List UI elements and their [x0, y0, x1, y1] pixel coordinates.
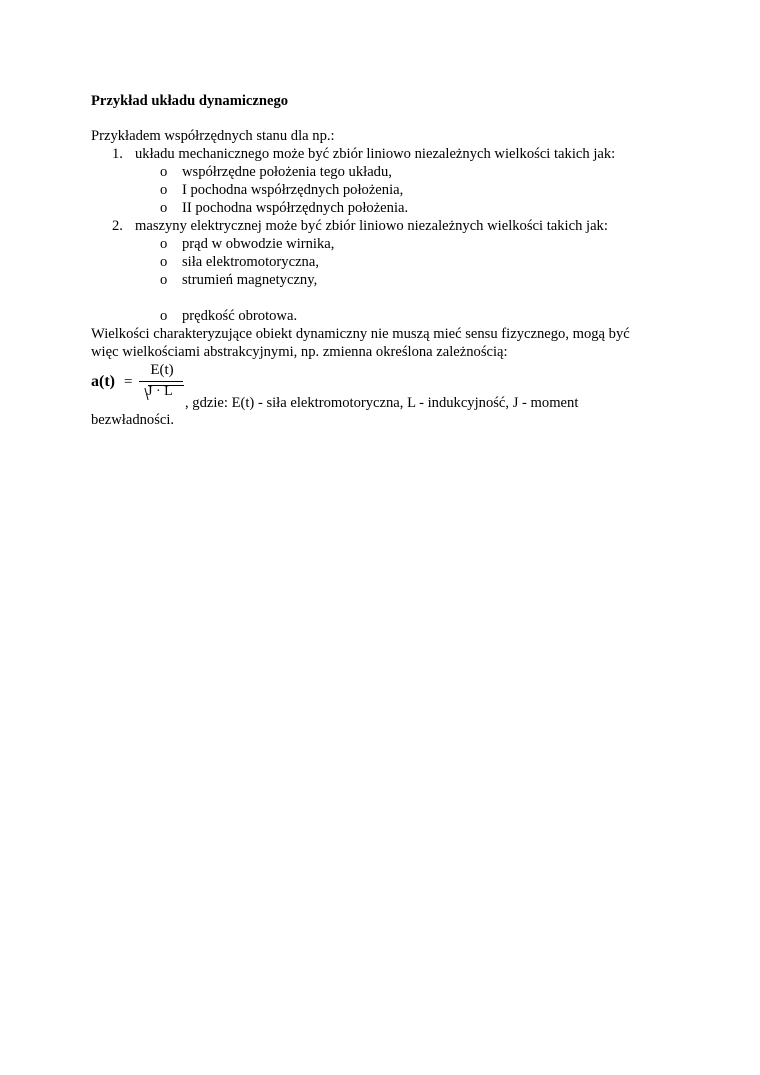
- sub-list-item: II pochodna współrzędnych położenia.: [182, 200, 409, 216]
- formula-explanation: , gdzie: E(t) - siła elektromotoryczna, L - indukcyjność, J - moment: [185, 395, 579, 411]
- intro-text: Przykładem współrzędnych stanu dla np.:: [91, 128, 335, 144]
- formula-denominator: [139, 383, 173, 401]
- formula-lhs: a(t): [91, 373, 115, 390]
- sub-list-item: strumień magnetyczny,: [182, 272, 318, 288]
- bullet-marker: o: [160, 182, 168, 198]
- radicand: J · L: [147, 384, 173, 399]
- sub-list-item: współrzędne położenia tego układu,: [182, 164, 392, 180]
- formula-numerator: E(t): [150, 362, 174, 378]
- bullet-marker: o: [160, 308, 168, 324]
- paragraph-line: więc wielkościami abstrakcyjnymi, np. zmienna określona zależnością:: [91, 344, 508, 360]
- square-root-icon: [139, 384, 173, 399]
- bullet-marker: o: [160, 254, 168, 270]
- bullet-marker: o: [160, 200, 168, 216]
- paragraph-line: Wielkości charakteryzujące obiekt dynamiczny nie muszą mieć sensu fizycznego, mogą być: [91, 326, 630, 342]
- formula: [91, 361, 187, 409]
- paragraph-line: bezwładności.: [91, 412, 175, 428]
- list-number: 2.: [112, 218, 123, 234]
- bullet-marker: o: [160, 164, 168, 180]
- sub-list-item: siła elektromotoryczna,: [182, 254, 319, 270]
- bullet-marker: o: [160, 272, 168, 288]
- bullet-marker: o: [160, 236, 168, 252]
- list-item: maszyny elektrycznej może być zbiór liniowo niezależnych wielkości takich jak:: [135, 218, 608, 234]
- formula-equals: =: [124, 374, 133, 390]
- document-title: Przykład układu dynamicznego: [91, 93, 289, 109]
- fraction-bar: [139, 381, 183, 382]
- list-number: 1.: [112, 146, 123, 162]
- sub-list-item: prąd w obwodzie wirnika,: [182, 236, 335, 252]
- list-item: układu mechanicznego może być zbiór liniowo niezależnych wielkości takich jak:: [135, 146, 616, 162]
- sub-list-item: prędkość obrotowa.: [182, 308, 298, 324]
- sub-list-item: I pochodna współrzędnych położenia,: [182, 182, 404, 198]
